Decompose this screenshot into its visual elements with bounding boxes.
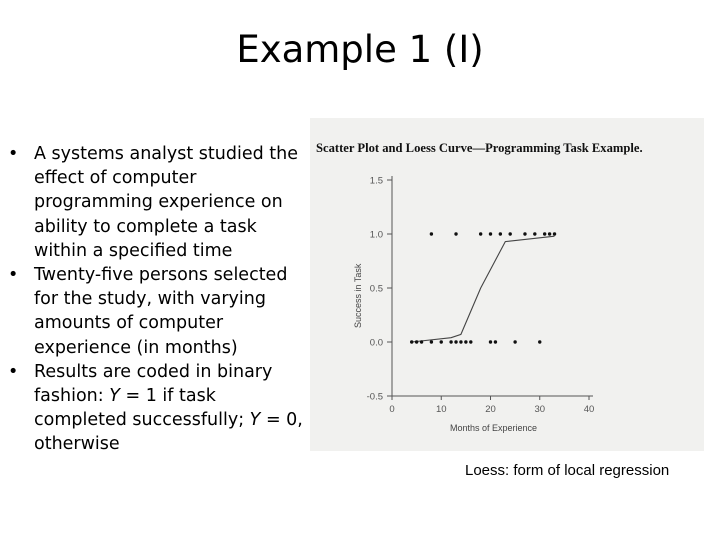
bullet-icon: • [8,361,19,382]
loess-curve-layer [412,236,555,342]
x-tick-label: 10 [435,404,447,415]
data-point [415,340,418,343]
data-point [494,340,497,343]
variable-y: Y [249,410,261,431]
bullet-icon: • [8,265,19,286]
chart-ticks [367,176,595,416]
y-tick-label: 0.0 [369,337,383,349]
scatter-figure [310,118,704,451]
x-tick-label: 40 [583,404,595,415]
variable-y: Y [109,386,120,407]
data-point [538,340,541,343]
bullet-text: A systems analyst studied the effect of computer programming experience on ability to complete a task within a specified time [34,144,298,261]
x-tick-label: 20 [485,404,496,415]
y-tick-label: 1.0 [369,229,383,241]
data-point [430,232,433,235]
x-tick-label: 30 [534,404,546,415]
data-point [454,232,457,235]
data-point [459,340,462,343]
bullet-list [8,142,308,457]
data-point [440,340,443,343]
data-point [548,232,551,235]
data-point [533,232,536,235]
bullet-icon: • [8,144,19,164]
data-point [489,232,492,235]
chart-points [410,232,556,343]
chart-axes [392,176,593,396]
chart-title: Scatter Plot and Loess Curve—Programming Task Example. [316,141,643,155]
x-axis-label: Months of Experience [450,423,538,433]
data-point [523,232,526,235]
figure-caption: Loess: form of local regression [465,462,670,479]
bullet-item [8,142,308,263]
y-tick-label: -0.5 [366,391,383,403]
bullet-item [8,360,308,457]
bullet-text-part: = 1 if task completed successfully; [34,386,250,431]
data-point [553,232,556,235]
data-point [499,232,502,235]
y-axis-label: Success in Task [353,263,363,328]
bullet-item [8,263,308,360]
data-point [420,340,423,343]
scatter-plot [310,118,704,451]
data-point [513,340,516,343]
data-point [454,340,457,343]
data-point [430,340,433,343]
y-tick-label: 1.5 [369,175,383,187]
bullet-text: Twenty-five persons selected for the study, with varying amounts of computer experience (in months) [34,265,288,358]
data-point [479,232,482,235]
bullet-text [34,362,303,455]
bullet-text-part: Results are coded in binary fashion: [34,361,273,407]
x-tick-label: 0 [389,404,395,415]
y-tick-label: 0.5 [369,283,383,295]
data-point [464,340,467,343]
data-point [489,340,492,343]
data-point [469,340,472,343]
bullet-text-part: = 0, otherwise [34,410,303,455]
slide-title: Example 1 (I) [236,28,484,71]
data-point [509,232,512,235]
data-point [543,232,546,235]
data-point [410,340,413,343]
data-point [449,340,452,343]
loess-curve-line [412,236,555,342]
